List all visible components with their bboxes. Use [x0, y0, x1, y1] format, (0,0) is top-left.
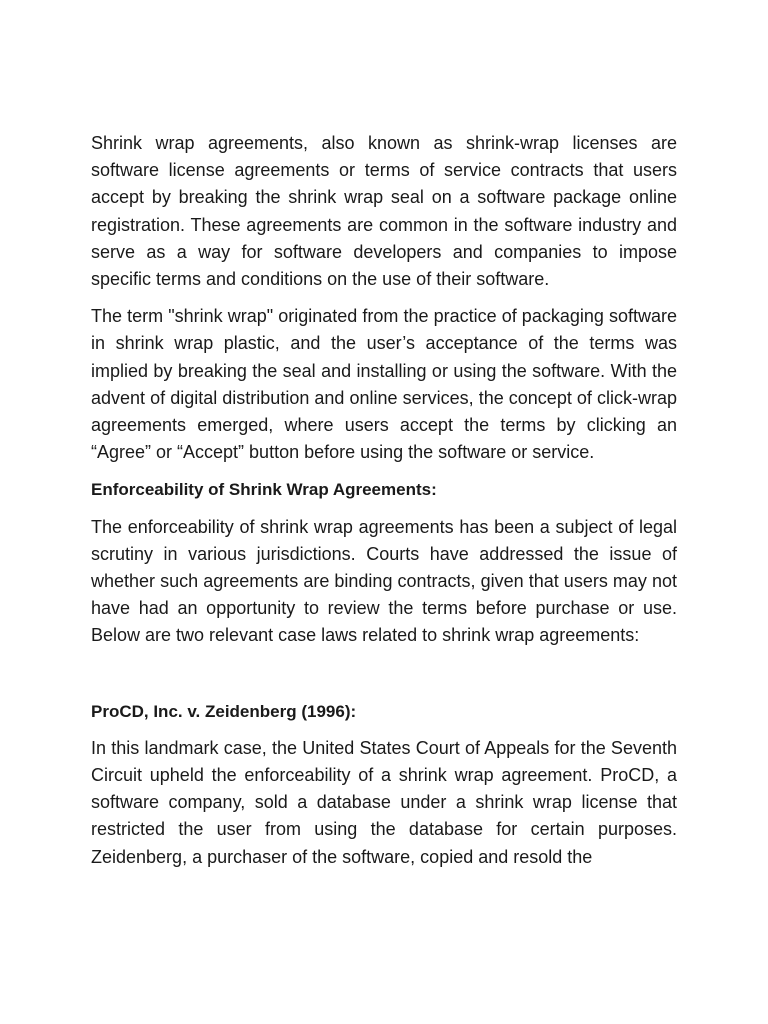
paragraph-spacer — [91, 660, 677, 698]
paragraph-procd-case: In this landmark case, the United States Court of Appeals for the Seventh Circuit upheld the enforceability of a shrink wrap agreement. ProCD, a software company, sold a database under a shrink wrap license that restricted the user from using the database for certain purposes. Zeidenberg, a purchaser of the software, copied and resold the — [91, 737, 677, 867]
section-heading-procd-case: ProCD, Inc. v. Zeidenberg (1996): — [91, 701, 357, 721]
section-heading-enforceability: Enforceability of Shrink Wrap Agreements: — [91, 480, 437, 500]
paragraph-intro: Shrink wrap agreements, also known as shrink-wrap licenses are software license agreements or terms of service contracts that users accept by breaking the shrink wrap seal on a software package online registration. These agreements are common in the software industry and serve as a way for software developers and companies to impose specific terms and conditions on the use of their software. — [91, 133, 677, 290]
document-body — [91, 130, 677, 881]
paragraph-enforceability: The enforceability of shrink wrap agreements has been a subject of legal scrutiny in various jurisdictions. Courts have addressed the issue of whether such agreements are binding contracts, given that users may not have had an opportunity to review the terms before purchase or use. Below are two relevant case laws related to shrink wrap agreements: — [91, 516, 677, 646]
paragraph-term-origin: The term "shrink wrap" originated from the practice of packaging software in shrink wrap plastic, and the user’s acceptance of the terms was implied by breaking the seal and installing or using the software. With the advent of digital distribution and online services, the concept of click-wrap agreements emerged, where users accept the terms by clicking an “Agree” or “Accept” button before using the software or service. — [91, 306, 677, 463]
